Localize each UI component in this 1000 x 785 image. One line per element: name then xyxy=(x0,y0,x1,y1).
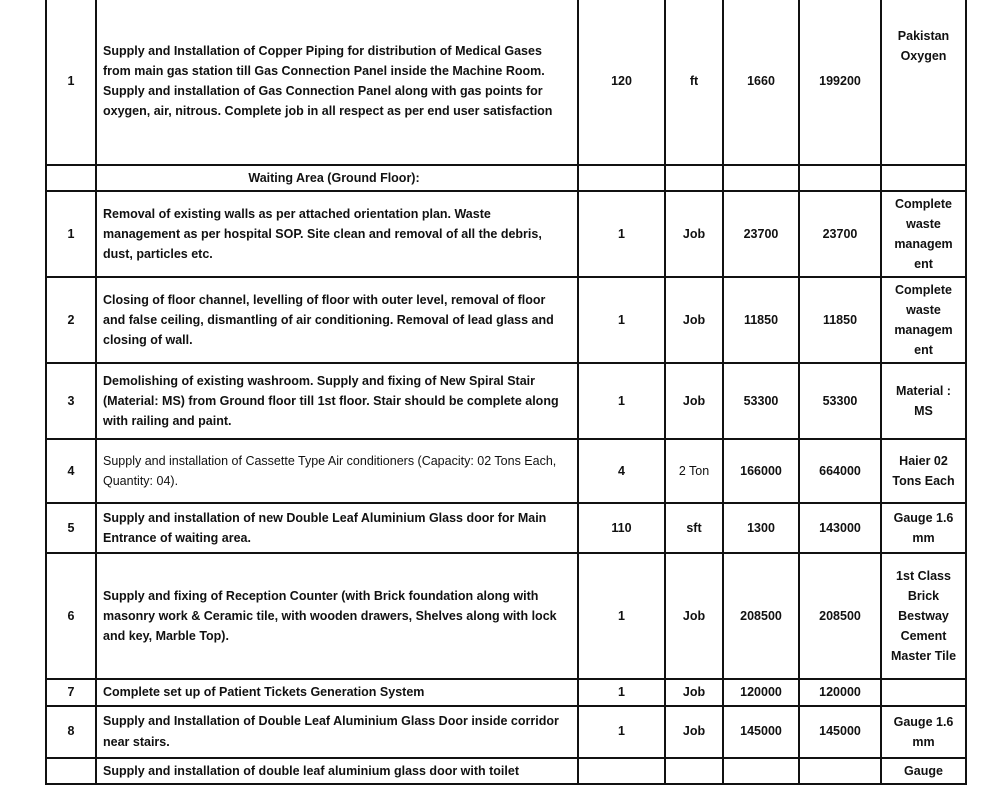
item-quantity: 1 xyxy=(578,191,665,277)
table-row-partial xyxy=(46,758,966,784)
table-row xyxy=(46,0,966,165)
item-amount: 199200 xyxy=(799,0,881,165)
item-description: Supply and fixing of Reception Counter (with Brick foundation along with masonry work & Ceramic tile, with wooden drawers, Shelves along with lock and key, Marble Top). xyxy=(96,553,578,679)
item-unit: Job xyxy=(665,706,723,758)
item-description: Supply and Installation of Double Leaf Aluminium Glass Door inside corridor near stairs. xyxy=(96,706,578,758)
item-rate: 120000 xyxy=(723,679,799,705)
item-number: 2 xyxy=(46,277,96,363)
item-quantity: 4 xyxy=(578,439,665,503)
item-remarks: Gauge 1.6 mm xyxy=(881,706,966,758)
item-quantity: 1 xyxy=(578,706,665,758)
item-amount: 23700 xyxy=(799,191,881,277)
item-rate: 145000 xyxy=(723,706,799,758)
item-description: Complete set up of Patient Tickets Generation System xyxy=(96,679,578,705)
section-header-row xyxy=(46,165,966,191)
item-rate: 53300 xyxy=(723,363,799,439)
item-description: Removal of existing walls as per attached orientation plan. Waste management as per hospital SOP. Site clean and removal of all the debris, dust, particles etc. xyxy=(96,191,578,277)
item-number: 3 xyxy=(46,363,96,439)
item-rate: 208500 xyxy=(723,553,799,679)
item-description: Supply and installation of double leaf aluminium glass door with toilet xyxy=(96,758,578,784)
table-row xyxy=(46,191,966,277)
item-description: Supply and installation of new Double Leaf Aluminium Glass door for Main Entrance of waiting area. xyxy=(96,503,578,553)
item-unit: Job xyxy=(665,363,723,439)
item-amount: 208500 xyxy=(799,553,881,679)
item-quantity: 120 xyxy=(578,0,665,165)
table-row xyxy=(46,503,966,553)
item-remarks: 1st Class Brick Bestway Cement Master Tile xyxy=(881,553,966,679)
item-number: 8 xyxy=(46,706,96,758)
item-number: 5 xyxy=(46,503,96,553)
item-description: Closing of floor channel, levelling of floor with outer level, removal of floor and false ceiling, dismantling of air conditioning. Removal of lead glass and closing of wall. xyxy=(96,277,578,363)
item-unit: Job xyxy=(665,553,723,679)
item-unit: Job xyxy=(665,191,723,277)
table-row xyxy=(46,706,966,758)
item-rate: 23700 xyxy=(723,191,799,277)
item-description: Supply and installation of Cassette Type Air conditioners (Capacity: 02 Tons Each, Quantity: 04). xyxy=(96,439,578,503)
table-row xyxy=(46,553,966,679)
item-unit: sft xyxy=(665,503,723,553)
item-remarks xyxy=(881,679,966,705)
item-remarks: Complete waste managem ent xyxy=(881,191,966,277)
item-quantity: 110 xyxy=(578,503,665,553)
item-rate: 1660 xyxy=(723,0,799,165)
item-description: Demolishing of existing washroom. Supply and fixing of New Spiral Stair (Material: MS) from Ground floor till 1st floor. Stair should be complete along with railing and paint. xyxy=(96,363,578,439)
item-number: 7 xyxy=(46,679,96,705)
item-remarks: Gauge xyxy=(881,758,966,784)
table-row xyxy=(46,363,966,439)
item-number: 1 xyxy=(46,191,96,277)
table-row xyxy=(46,439,966,503)
item-description: Supply and Installation of Copper Piping for distribution of Medical Gases from main gas station till Gas Connection Panel inside the Machine Room. Supply and installation of Gas Connection Panel along with gas points for oxygen, air, nitrous. Complete job in all respect as per end user satisfaction xyxy=(96,0,578,165)
item-amount: 53300 xyxy=(799,363,881,439)
item-rate: 11850 xyxy=(723,277,799,363)
table-row xyxy=(46,679,966,705)
item-remarks: Gauge 1.6 mm xyxy=(881,503,966,553)
item-quantity: 1 xyxy=(578,363,665,439)
item-quantity: 1 xyxy=(578,553,665,679)
item-number: 4 xyxy=(46,439,96,503)
item-number: 6 xyxy=(46,553,96,679)
bill-of-quantities-table xyxy=(45,0,967,785)
item-remarks: Haier 02 Tons Each xyxy=(881,439,966,503)
item-quantity: 1 xyxy=(578,277,665,363)
item-unit: 2 Ton xyxy=(665,439,723,503)
item-amount: 143000 xyxy=(799,503,881,553)
item-number: 1 xyxy=(46,0,96,165)
item-remarks: Complete waste managem ent xyxy=(881,277,966,363)
item-unit: Job xyxy=(665,277,723,363)
table-row xyxy=(46,277,966,363)
item-amount: 664000 xyxy=(799,439,881,503)
item-unit: ft xyxy=(665,0,723,165)
section-title: Waiting Area (Ground Floor): xyxy=(96,165,578,191)
item-rate: 1300 xyxy=(723,503,799,553)
item-remarks: Pakistan Oxygen xyxy=(881,0,966,165)
item-unit: Job xyxy=(665,679,723,705)
item-quantity: 1 xyxy=(578,679,665,705)
item-rate: 166000 xyxy=(723,439,799,503)
item-amount: 145000 xyxy=(799,706,881,758)
item-remarks: Material : MS xyxy=(881,363,966,439)
item-amount: 120000 xyxy=(799,679,881,705)
item-amount: 11850 xyxy=(799,277,881,363)
